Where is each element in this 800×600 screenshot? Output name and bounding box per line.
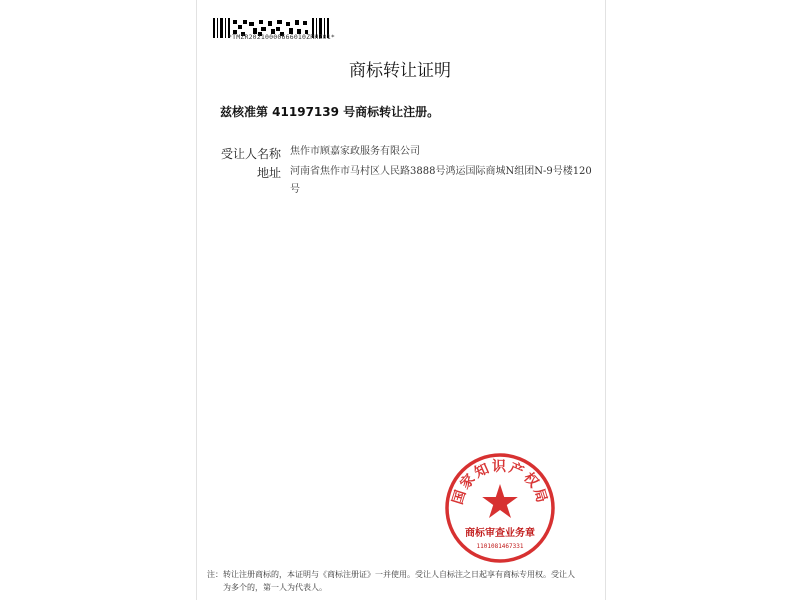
footnote-line-1: 注：转让注册商标的，本证明与《商标注册证》一并使用。受让人自标注之日起享有商标专用权。受让人 — [207, 570, 575, 579]
official-seal — [444, 452, 556, 564]
assignee-label: 受让人名称 — [221, 147, 282, 161]
document-title: 商标转让证明 — [349, 61, 451, 81]
address-label: 地址 — [257, 166, 282, 180]
assignee-name: 焦作市顾嘉家政服务有限公司 — [290, 146, 420, 157]
seal-serial-text: 1101081467331 — [476, 543, 524, 550]
barcode-number: *TMZR20210000666010ZRHZ01* — [228, 33, 335, 41]
address-line-2: 号 — [290, 184, 300, 195]
footnote-line-2: 为多个的，第一人为代表人。 — [223, 583, 327, 592]
seal-outer-text: 国家知识产权局 — [449, 459, 551, 507]
approval-statement: 兹核准第 41197139 号商标转让注册。 — [220, 105, 440, 119]
footnote — [207, 568, 592, 594]
seal-center-text: 商标审查业务章 — [465, 528, 535, 539]
address-line-1: 河南省焦作市马村区人民路3888号鸿运国际商城N组团N-9号楼120 — [290, 166, 592, 177]
